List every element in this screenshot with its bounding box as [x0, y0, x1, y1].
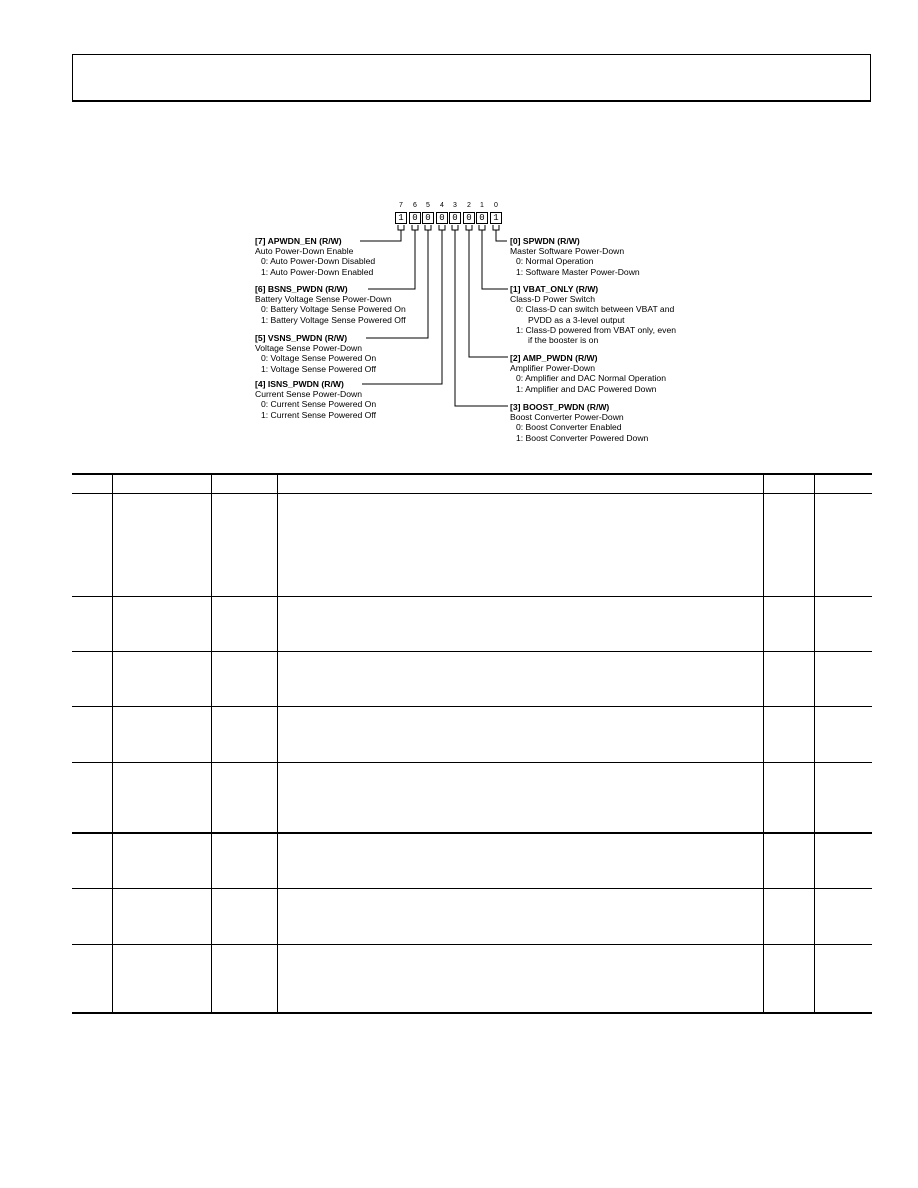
table-row-divider	[72, 762, 872, 763]
bit-number-5: 5	[426, 202, 430, 209]
bit-cell-1: 0	[476, 212, 488, 224]
field-isns-pwdn	[255, 379, 376, 420]
bit-number-6: 6	[413, 202, 417, 209]
table-row-divider	[72, 888, 872, 889]
table-row-divider	[72, 596, 872, 597]
field-option-continued: if the booster is on	[528, 335, 599, 346]
bit-number-7: 7	[399, 202, 403, 209]
field-boost-pwdn	[510, 402, 648, 443]
bit-cell-3: 0	[449, 212, 461, 224]
field-option-continued: PVDD as a 3-level output	[528, 314, 625, 325]
field-description: Amplifier Power-Down	[510, 363, 596, 374]
field-description: Current Sense Power-Down	[255, 389, 362, 400]
field-spwdn	[510, 236, 640, 277]
field-option: 0: Amplifier and DAC Normal Operation	[516, 373, 666, 384]
field-option: 1: Current Sense Powered Off	[261, 409, 376, 420]
bit-cell-0: 1	[490, 212, 502, 224]
field-title: [2] AMP_PWDN (R/W)	[510, 353, 598, 363]
table-row-divider	[72, 832, 872, 834]
bit-description-table	[72, 473, 872, 1014]
field-title: [5] VSNS_PWDN (R/W)	[255, 333, 348, 343]
table-column-divider	[112, 475, 113, 1012]
field-vsns-pwdn	[255, 333, 376, 374]
field-bsns-pwdn	[255, 284, 406, 325]
field-option: 1: Battery Voltage Sense Powered Off	[261, 314, 406, 325]
bit-number-3: 3	[453, 202, 457, 209]
field-apwdn-en	[255, 236, 375, 277]
table-row-divider	[72, 651, 872, 652]
field-amp-pwdn	[510, 353, 666, 394]
field-description: Class-D Power Switch	[510, 294, 596, 305]
bit-number-4: 4	[440, 202, 444, 209]
field-description: Auto Power-Down Enable	[255, 246, 354, 257]
field-description: Voltage Sense Power-Down	[255, 343, 363, 354]
connector-lines	[0, 0, 918, 460]
field-title: [4] ISNS_PWDN (R/W)	[255, 379, 344, 389]
table-header-divider	[72, 493, 872, 494]
table-row-divider	[72, 706, 872, 707]
field-description: Master Software Power-Down	[510, 246, 625, 257]
bit-number-2: 2	[467, 202, 471, 209]
table-column-divider	[814, 475, 815, 1012]
table-row-divider	[72, 944, 872, 945]
field-title: [6] BSNS_PWDN (R/W)	[255, 284, 348, 294]
field-title: [0] SPWDN (R/W)	[510, 236, 580, 246]
field-option: 1: Voltage Sense Powered Off	[261, 363, 376, 374]
field-option: 0: Battery Voltage Sense Powered On	[261, 304, 406, 315]
bit-number-1: 1	[480, 202, 484, 209]
bit-cell-6: 0	[409, 212, 421, 224]
field-title: [7] APWDN_EN (R/W)	[255, 236, 342, 246]
table-column-divider	[211, 475, 212, 1012]
field-option: 0: Boost Converter Enabled	[516, 422, 622, 433]
field-vbat-only	[510, 284, 676, 345]
table-column-divider	[277, 475, 278, 1012]
field-option: 0: Normal Operation	[516, 256, 594, 267]
field-option: 1: Auto Power-Down Enabled	[261, 266, 374, 277]
bit-cell-7: 1	[395, 212, 407, 224]
field-option: 0: Class-D can switch between VBAT and	[516, 304, 675, 315]
field-option: 0: Auto Power-Down Disabled	[261, 256, 376, 267]
field-option: 1: Amplifier and DAC Powered Down	[516, 383, 657, 394]
field-description: Battery Voltage Sense Power-Down	[255, 294, 392, 305]
field-option: 1: Boost Converter Powered Down	[516, 432, 649, 443]
field-title: [3] BOOST_PWDN (R/W)	[510, 402, 610, 412]
bit-cell-2: 0	[463, 212, 475, 224]
bit-cell-4: 0	[436, 212, 448, 224]
field-title: [1] VBAT_ONLY (R/W)	[510, 284, 599, 294]
bit-number-0: 0	[494, 202, 498, 209]
field-option: 1: Class-D powered from VBAT only, even	[516, 324, 677, 335]
field-option: 0: Current Sense Powered On	[261, 399, 377, 410]
field-description: Boost Converter Power-Down	[510, 412, 624, 423]
field-option: 1: Software Master Power-Down	[516, 266, 640, 277]
field-option: 0: Voltage Sense Powered On	[261, 353, 377, 364]
register-bit-diagram	[0, 0, 918, 460]
bit-cell-5: 0	[422, 212, 434, 224]
table-column-divider	[763, 475, 764, 1012]
